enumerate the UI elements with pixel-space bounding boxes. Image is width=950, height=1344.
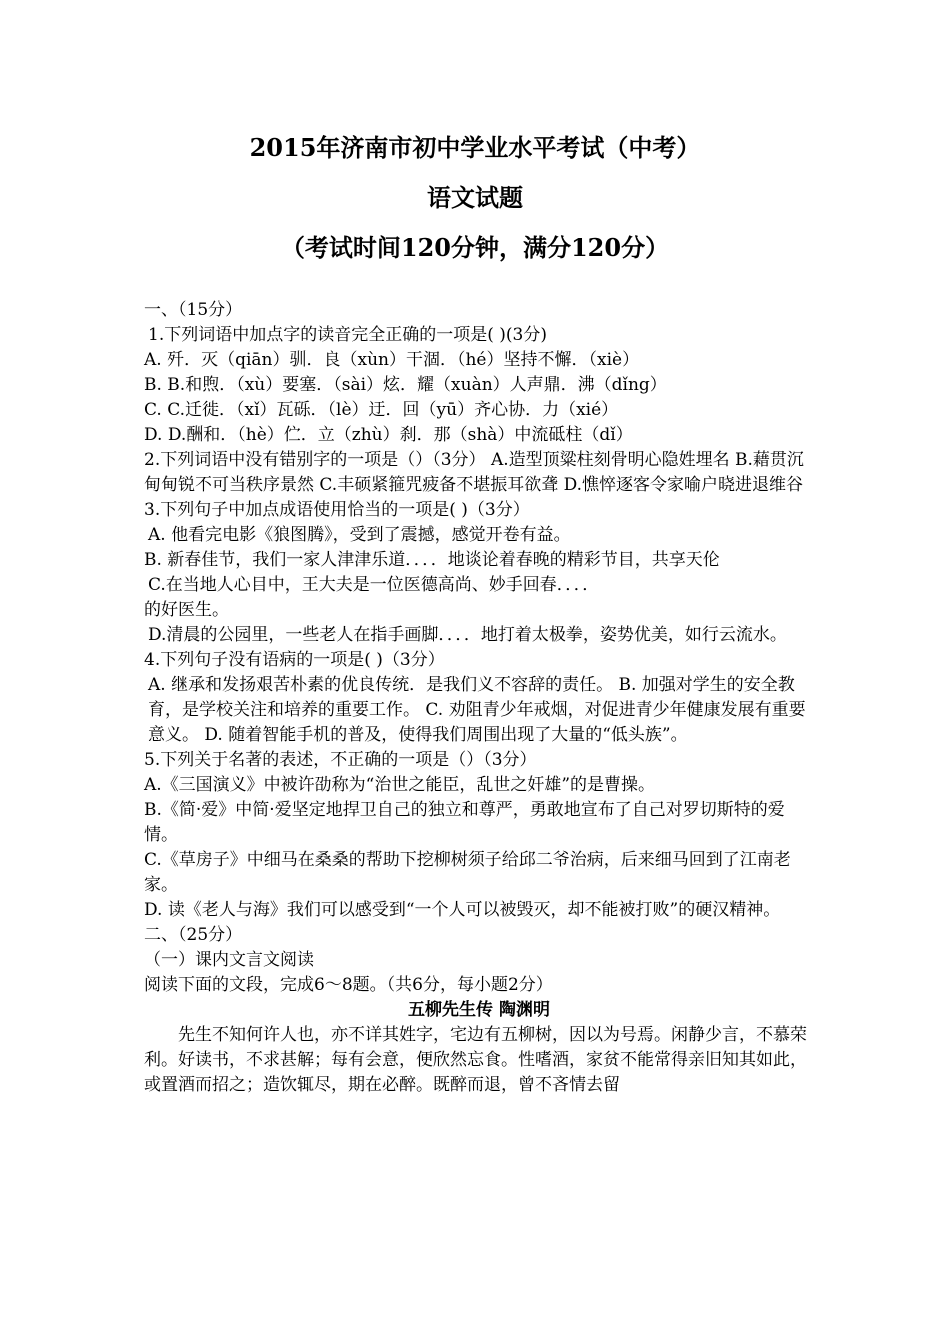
q3-option-d: D.清晨的公园里，一些老人在指手画脚．．．．地打着太极拳，姿势优美，如行云流水。 (148, 625, 787, 645)
exam-title: 2015年济南市初中学业水平考试（中考） (249, 133, 701, 162)
exam-body (144, 298, 814, 1098)
q5-option-a: A.《三国演义》中被许劭称为“治世之能臣，乱世之奸雄”的是曹操。 (144, 775, 656, 795)
section1-heading: 一、（15分） (144, 300, 243, 320)
q3-option-b: B. 新春佳节，我们一家人津津乐道．．．．地谈论着春晚的精彩节目，共享天伦 (144, 550, 720, 570)
q4-options: A. 继承和发扬艰苦朴素的优良传统．是我们义不容辞的责任。 B. 加强对学生的安全教育，是学校关注和培养的重要工作。 C. 劝阻青少年戒烟，对促进青少年健康发展有重要意义。 D. 随着智能手机的普及，使得我们周围出现了大量的“低头族”。 (148, 675, 806, 745)
q5-option-c: C.《草房子》中细马在桑桑的帮助下挖柳树须子给邱二爷治病，后来细马回到了江南老家。 (144, 850, 791, 895)
passage-text: 先生不知何许人也，亦不详其姓字，宅边有五柳树，因以为号焉。闲静少言，不慕荣利。好读书，不求甚解；每有会意，便欣然忘食。性嗜酒，家贫不能常得亲旧知其如此，或置酒而招之；造饮辄尽，期在必醉。既醉而退，曾不吝情去留 (144, 1025, 807, 1095)
q1-stem: 1.下列词语中加点字的读音完全正确的一项是( )(3分) (148, 325, 547, 345)
q3-stem: 3.下列句子中加点成语使用恰当的一项是( )（3分） (144, 500, 530, 520)
exam-subtitle: 语文试题 (427, 183, 523, 212)
section2-subheading: （一）课内文言文阅读 (144, 950, 314, 970)
exam-info: （考试时间120分钟，满分120分） (280, 233, 670, 262)
q2-text: 2.下列词语中没有错别字的一项是（）（3分） A.造型顶粱柱刻骨明心隐姓埋名 B.藉贯沉甸甸锐不可当秩序景然 C.丰硕紧箍咒疲备不堪振耳欲聋 D.憔悴逐客令家喻户晓进退维谷 (144, 450, 804, 495)
q5-option-d: D. 读《老人与海》我们可以感受到“一个人可以被毁灭，却不能被打败”的硬汉精神。 (144, 900, 781, 920)
q3-option-a: A. 他看完电影《狼图腾》，受到了震撼，感觉开卷有益。 (148, 525, 571, 545)
q1-option-b: B. B.和煦．（xù）要塞．（sài）炫．耀（xuàn）人声鼎．沸（dǐng） (144, 375, 667, 395)
section2-heading: 二、（25分） (144, 925, 243, 945)
q3-option-c-line2: 的好医生。 (144, 600, 229, 620)
passage-title: 五柳先生传 陶渊明 (408, 1000, 550, 1020)
q1-option-c: C. C.迁徙．（xǐ）瓦砾．（lè）迂．回（yū）齐心协．力（xié） (144, 400, 619, 420)
q1-option-d: D. D.酬和．（hè）伫．立（zhù）刹．那（shà）中流砥柱（dǐ） (144, 425, 633, 445)
q3-option-c-line1: C.在当地人心目中，王大夫是一位医德高尚、妙手回春．．．． (148, 575, 600, 595)
q5-option-b: B.《简·爱》中简·爱坚定地捍卫自己的独立和尊严，勇敢地宣布了自己对罗切斯特的爱情。 (144, 800, 785, 845)
q4-stem: 4.下列句子没有语病的一项是( )（3分） (144, 650, 445, 670)
q5-stem: 5.下列关于名著的表述，不正确的一项是（）（3分） (144, 750, 537, 770)
q1-option-a: A. 歼．灭（qiān）驯．良（xùn）干涸．（hé）坚持不懈．（xiè） (144, 350, 640, 370)
section2-instruction: 阅读下面的文段，完成6～8题。（共6分，每小题2分） (144, 975, 553, 995)
